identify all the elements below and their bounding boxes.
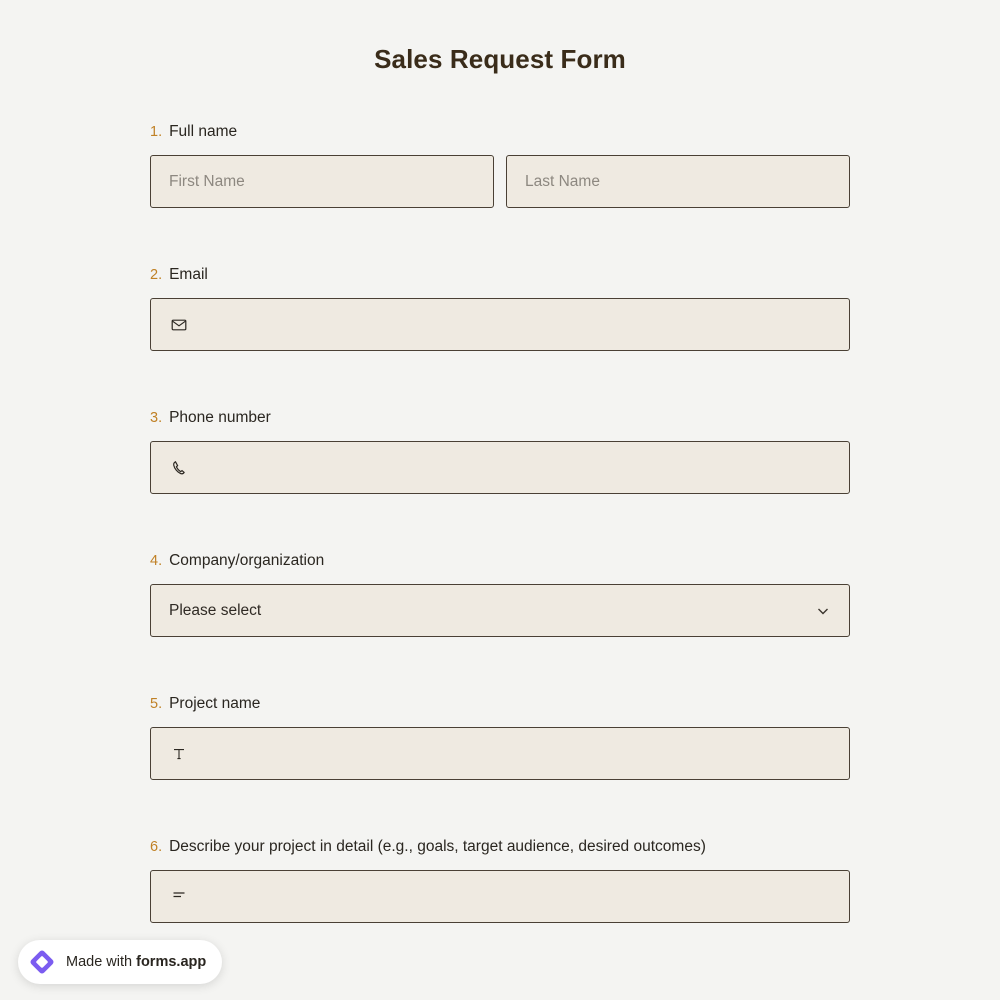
field-number: 6. <box>150 839 163 855</box>
badge-label <box>66 954 206 970</box>
lines-icon <box>169 885 189 905</box>
email-input[interactable] <box>150 298 850 351</box>
company-organization-select[interactable] <box>150 584 850 637</box>
field-number: 1. <box>150 124 163 140</box>
field-number: 5. <box>150 696 163 712</box>
project-name-input[interactable] <box>150 727 850 780</box>
field-label-full-name <box>150 123 850 141</box>
field-number: 4. <box>150 553 163 569</box>
formsapp-logo-icon <box>28 948 56 976</box>
field-label-text: Full name <box>169 123 238 140</box>
field-company-organization <box>150 552 850 637</box>
field-label-phone-number <box>150 409 850 427</box>
field-label-text: Company/organization <box>169 552 325 569</box>
field-phone-number <box>150 409 850 494</box>
made-with-formsapp-badge[interactable] <box>18 940 222 984</box>
badge-brand: forms.app <box>136 954 207 970</box>
spacer <box>150 540 850 552</box>
field-label-company-organization <box>150 552 850 570</box>
form-fields <box>150 75 850 923</box>
project-description-textarea[interactable] <box>150 870 850 923</box>
field-project-name <box>150 695 850 780</box>
field-label-project-name <box>150 695 850 713</box>
field-project-description <box>150 838 850 923</box>
spacer <box>150 683 850 695</box>
page-title: Sales Request Form <box>374 44 626 74</box>
field-label-project-description <box>150 838 850 856</box>
field-label-text: Email <box>169 266 208 283</box>
select-selected-value: Please select <box>169 601 262 619</box>
field-label-text: Describe your project in detail (e.g., goals, target audience, desired outcomes) <box>169 838 706 855</box>
phone-icon <box>169 458 189 478</box>
field-email <box>150 266 850 351</box>
last-name-input[interactable] <box>506 155 850 208</box>
full-name-row <box>150 155 850 208</box>
field-number: 3. <box>150 410 163 426</box>
text-T-icon <box>169 744 189 764</box>
field-label-text: Phone number <box>169 409 271 426</box>
spacer <box>150 397 850 409</box>
phone-number-input[interactable] <box>150 441 850 494</box>
first-name-placeholder: First Name <box>169 172 245 190</box>
first-name-input[interactable] <box>150 155 494 208</box>
last-name-placeholder: Last Name <box>525 172 600 190</box>
chevron-down-icon[interactable] <box>815 603 831 619</box>
envelope-icon <box>169 315 189 335</box>
spacer <box>150 826 850 838</box>
field-label-email <box>150 266 850 284</box>
spacer <box>150 254 850 266</box>
badge-prefix: Made with <box>66 954 133 970</box>
field-full-name <box>150 123 850 208</box>
field-label-text: Project name <box>169 695 261 712</box>
field-number: 2. <box>150 267 163 283</box>
